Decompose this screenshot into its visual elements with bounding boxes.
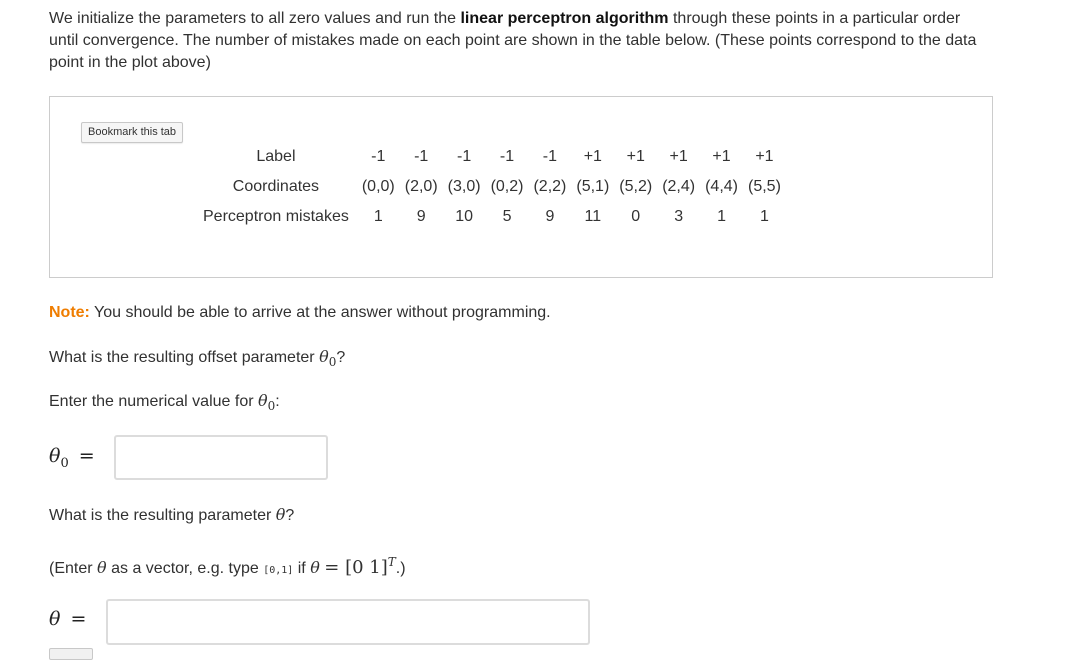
table-cell: 3 (674, 208, 684, 225)
theta-question-text: What is the resulting parameter (49, 507, 276, 524)
theta-hint: (Enter θ as a vector, e.g. type [0,1] if θ = [0 1]$^T$.) (49, 555, 406, 578)
table-cell: -1 (414, 148, 429, 165)
table-cell: (4,4) (705, 178, 738, 195)
table-cell: 11 (584, 208, 602, 225)
table-cell: +1 (583, 148, 602, 165)
table-row (198, 172, 786, 202)
table-cell: 1 (717, 208, 726, 225)
table-cell: 10 (455, 208, 473, 225)
table-cell: (2,4) (662, 178, 696, 195)
offset-instruction-text: Enter the numerical value for (49, 393, 258, 410)
table-cell: 9 (545, 208, 555, 225)
table-cell: (2,2) (533, 178, 567, 195)
note (49, 302, 551, 324)
row-header: Label (256, 148, 296, 165)
offset-instruction: Enter the numerical value for $\theta_0$: (49, 391, 280, 414)
table-cell: (5,5) (748, 178, 781, 195)
theta-answer-input[interactable] (106, 599, 590, 645)
theta0-symbol: $\theta_0$ (258, 391, 276, 414)
table-cell: 5 (502, 208, 512, 225)
table-cell: (0,0) (361, 178, 395, 195)
theta0-input-label: $\theta_0$ = (49, 445, 95, 471)
table-cell: +1 (626, 148, 645, 165)
intro-text-after: through these points in a particular order until convergence. The number of mistakes made on each point are shown in the table below. (These points correspond to the data point in the plot above) (49, 10, 977, 71)
example-vector: = [0 1]$^T$ (324, 555, 396, 578)
table-cell: (2,0) (404, 178, 438, 195)
table-cell: -1 (456, 148, 472, 165)
row-header: Coordinates (232, 178, 320, 195)
submit-button-partial[interactable] (49, 648, 93, 660)
intro-text-before: We initialize the parameters to all zero values and run the (49, 10, 461, 27)
theta-symbol: θ (275, 505, 286, 524)
bookmark-tab-button[interactable]: Bookmark this tab (81, 122, 183, 143)
table-cell: (0,2) (490, 178, 524, 195)
table-cell: -1 (499, 148, 515, 165)
table-cell: (3,0) (447, 178, 481, 195)
table-cell: +1 (669, 148, 688, 165)
offset-question-text: What is the resulting offset parameter (49, 349, 320, 366)
table-cell: 1 (373, 208, 383, 225)
table-row (198, 142, 786, 172)
table-cell: +1 (712, 148, 731, 165)
note-label: Note: (49, 304, 90, 321)
row-header: Perceptron mistakes (203, 208, 349, 225)
table-cell: 1 (760, 208, 769, 225)
theta-input-label: θ = (49, 608, 87, 630)
intro-bold-term: linear perceptron algorithm (460, 10, 669, 27)
theta-question: What is the resulting parameter θ? (49, 505, 295, 524)
table-cell: (5,1) (576, 178, 610, 195)
table-cell: +1 (755, 148, 774, 165)
table-cell: 0 (631, 208, 641, 225)
table-cell: -1 (542, 148, 558, 165)
table-cell: 9 (416, 208, 426, 225)
note-text: You should be able to arrive at the answer without programming. (89, 304, 551, 321)
theta0-symbol: $\theta_0$ (319, 347, 337, 370)
data-table-panel (49, 96, 993, 278)
example-code: [0,1] (263, 565, 294, 576)
problem-intro (49, 8, 989, 74)
theta0-answer-input[interactable] (114, 435, 328, 480)
table-cell: (5,2) (619, 178, 653, 195)
table-row (198, 202, 786, 232)
perceptron-table (198, 142, 786, 232)
table-cell: -1 (371, 148, 386, 165)
offset-question: What is the resulting offset parameter $\theta_0$? (49, 347, 346, 370)
